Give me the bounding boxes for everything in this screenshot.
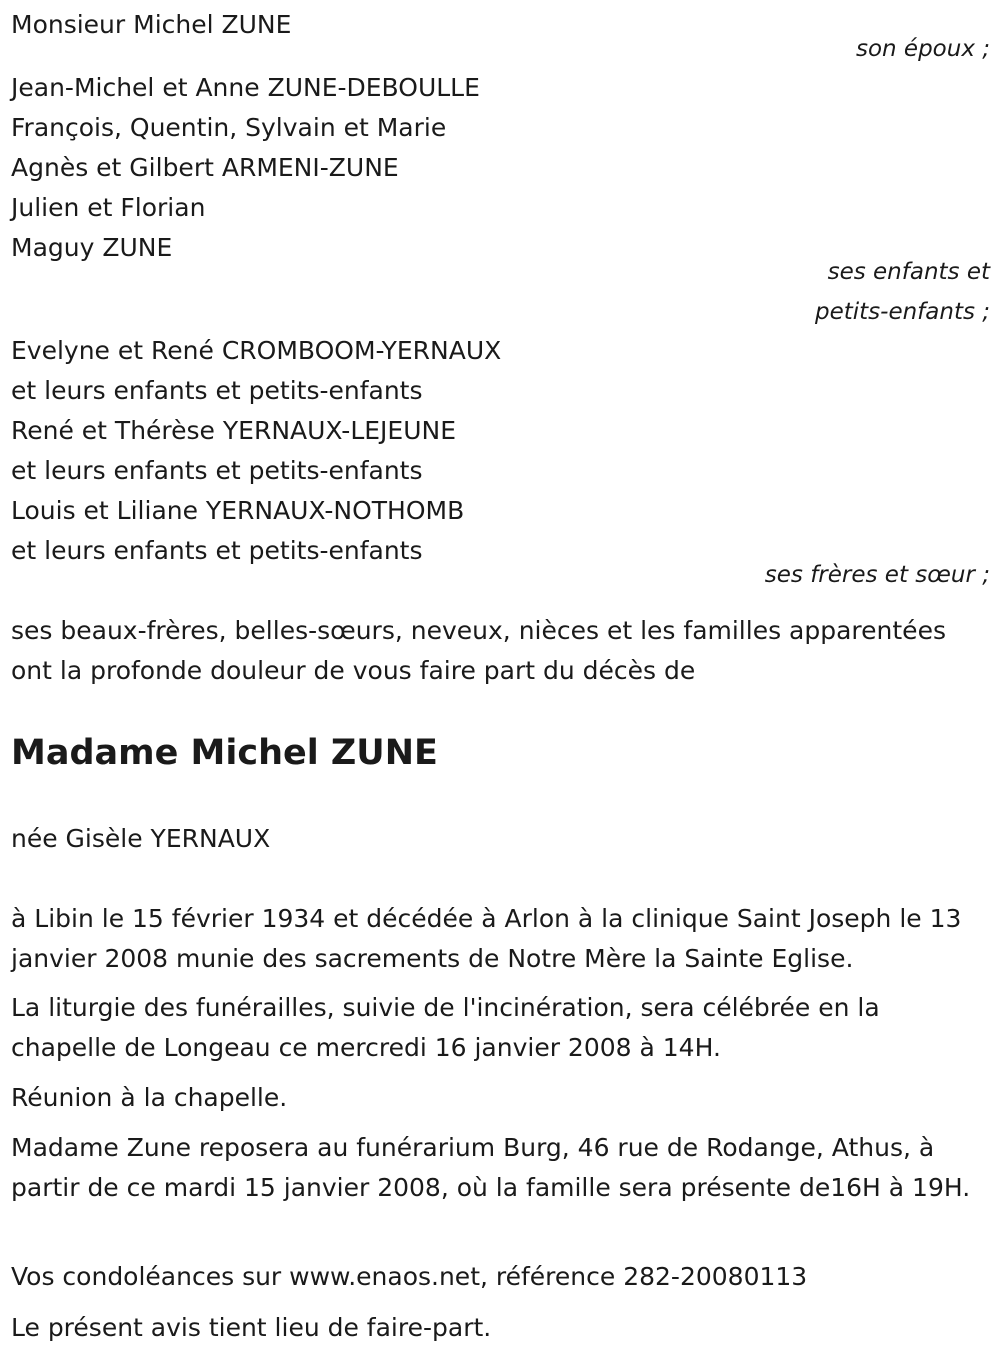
children-name-4: Julien et Florian — [11, 193, 206, 222]
children-name-1: Jean-Michel et Anne ZUNE-DEBOULLE — [11, 73, 480, 102]
funerarium-paragraph: Madame Zune reposera au funérarium Burg, 46 rue de Rodange, Athus, à partir de ce mardi 15 janvier 2008, où la famille sera présente de16H à 19H. — [11, 1133, 971, 1202]
announcement-line-1: ses beaux-frères, belles-sœurs, neveux, nièces et les familles apparentées — [11, 616, 946, 645]
condolences-paragraph: Vos condoléances sur www.enaos.net, référence 282-20080113 — [11, 1262, 808, 1291]
husband-role: son époux ; — [855, 36, 990, 62]
meeting-paragraph: Réunion à la chapelle. — [11, 1083, 288, 1112]
siblings-role: ses frères et sœur ; — [764, 562, 990, 588]
deceased-born-name: née Gisèle YERNAUX — [11, 824, 271, 853]
children-name-3: Agnès et Gilbert ARMENI-ZUNE — [11, 153, 399, 182]
sibling-line-1: Evelyne et René CROMBOOM-YERNAUX — [11, 336, 502, 365]
children-role-line-1: ses enfants et — [827, 259, 990, 285]
husband-name: Monsieur Michel ZUNE — [11, 10, 292, 39]
birth-death-paragraph: à Libin le 15 février 1934 et décédée à Arlon à la clinique Saint Joseph le 13 janvier 2008 munie des sacrements de Notre Mère la Sainte Eglise. — [11, 904, 962, 973]
announcement-line-2: ont la profonde douleur de vous faire part du décès de — [11, 656, 696, 685]
liturgy-paragraph: La liturgie des funérailles, suivie de l'incinération, sera célébrée en la chapelle de Longeau ce mercredi 16 janvier 2008 à 14H. — [11, 993, 880, 1062]
sibling-line-4: et leurs enfants et petits-enfants — [11, 456, 423, 485]
deceased-name: Madame Michel ZUNE — [11, 733, 438, 773]
sibling-line-6: et leurs enfants et petits-enfants — [11, 536, 423, 565]
children-role-line-2: petits-enfants ; — [814, 299, 990, 325]
sibling-line-5: Louis et Liliane YERNAUX-NOTHOMB — [11, 496, 465, 525]
children-name-2: François, Quentin, Sylvain et Marie — [11, 113, 447, 142]
sibling-line-2: et leurs enfants et petits-enfants — [11, 376, 423, 405]
children-name-5: Maguy ZUNE — [11, 233, 173, 262]
sibling-line-3: René et Thérèse YERNAUX-LEJEUNE — [11, 416, 457, 445]
notice-paragraph: Le présent avis tient lieu de faire-part. — [11, 1313, 492, 1342]
